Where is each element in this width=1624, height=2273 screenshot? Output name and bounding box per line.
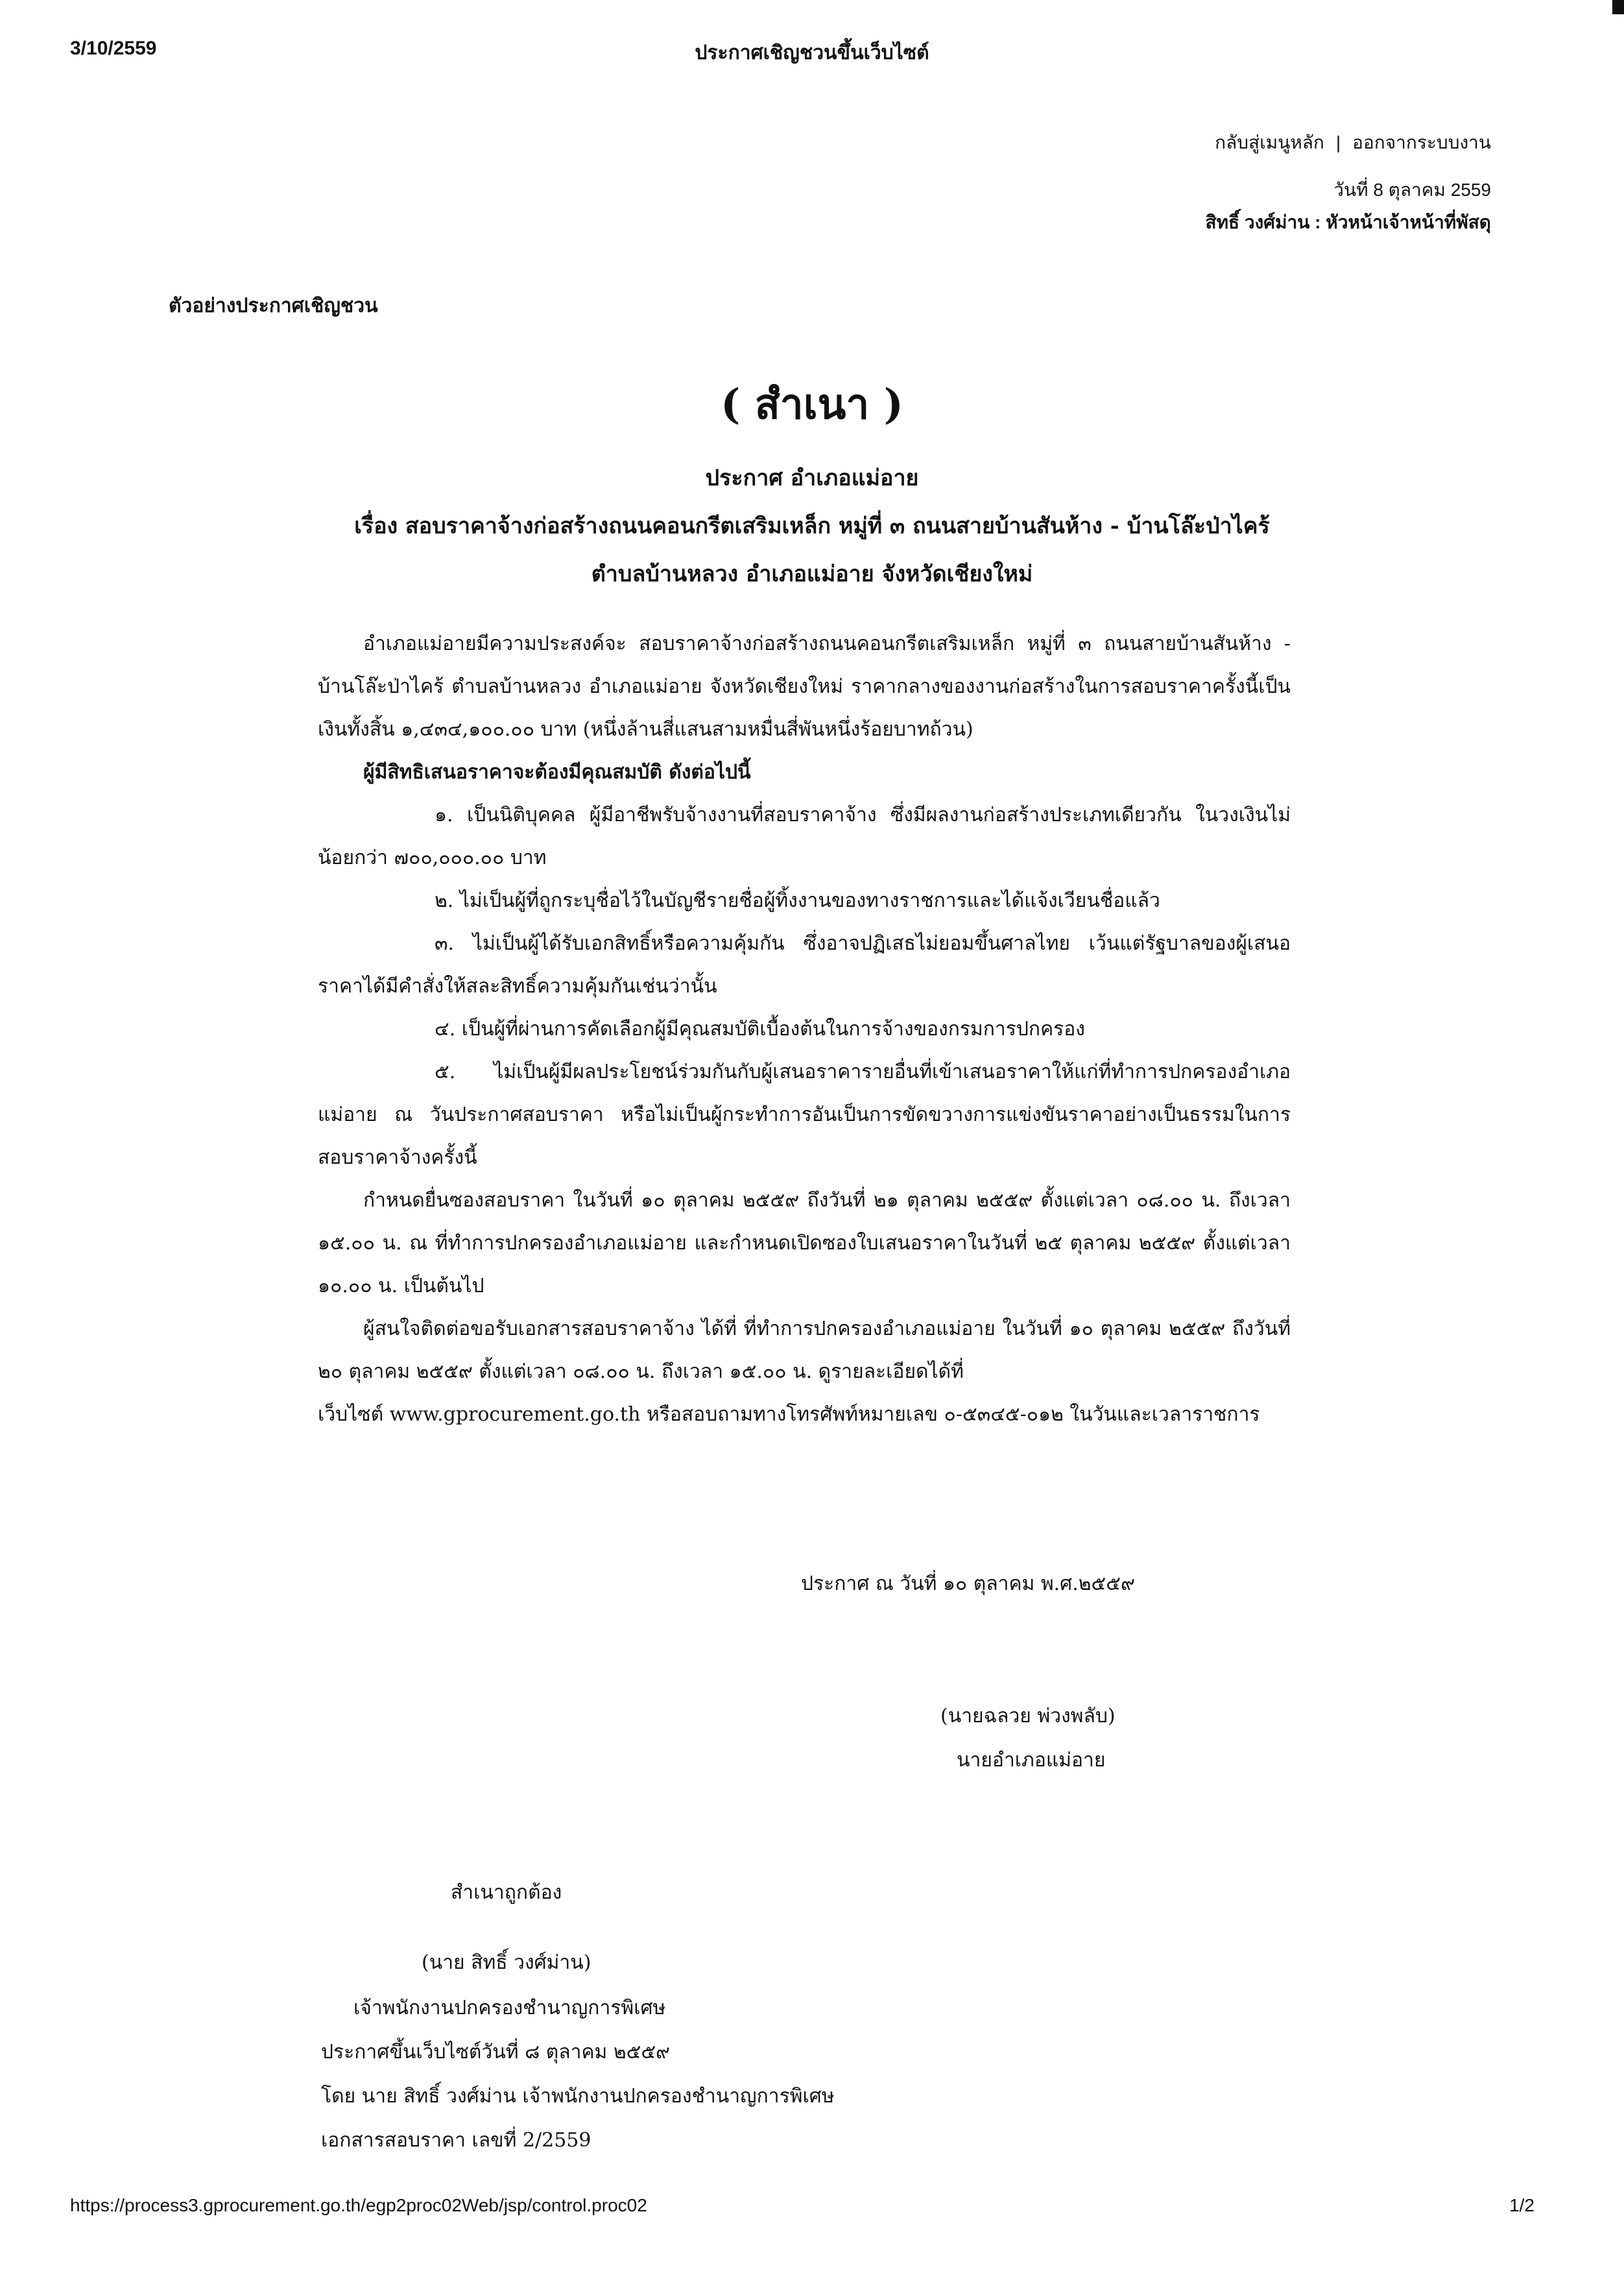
certifier-position: เจ้าพนักงานปกครองชำนาญการพิเศษ bbox=[353, 1997, 666, 2019]
sample-label: ตัวอย่างประกาศเชิญชวน bbox=[169, 295, 378, 317]
title-line-1: ประกาศ อำเภอแม่อาย bbox=[705, 465, 919, 491]
top-nav bbox=[1215, 128, 1491, 157]
posted-by: โดย นาย สิทธิ์ วงศ์ม่าน เจ้าพนักงานปกครองชำนาญการพิเศษ bbox=[321, 2085, 835, 2108]
qualification-1: ๑. เป็นนิติบุคคล ผู้มีอาชีพรับจ้างงานที่สอบราคาจ้าง ซึ่งมีผลงานก่อสร้างประเภทเดียวกัน ในวงเงินไม่น้อยกว่า ๗๐๐,๐๐๐.๐๐ บาท bbox=[318, 804, 1291, 869]
logout-link[interactable]: ออกจากระบบงาน bbox=[1352, 132, 1491, 152]
meta-date: วันที่ 8 ตุลาคม 2559 bbox=[1333, 180, 1491, 200]
intro-paragraph: อำเภอแม่อายมีความประสงค์จะ สอบราคาจ้างก่อสร้างถนนคอนกรีตเสริมเหล็ก หมู่ที่ ๓ ถนนสายบ้านสันห้าง - บ้านโล๊ะป่าไคร้ ตำบลบ้านหลวง อำเภอแม่อาย จังหวัดเชียงใหม่ ราคากลางของงานก่อสร้างในการสอบราคาครั้งนี้เป็นเงินทั้งสิ้น ๑,๔๓๔,๑๐๐.๐๐ บาท (หนึ่งล้านสี่แสนสามหมื่นสี่พันหนึ่งร้อยบาทถ้วน) bbox=[318, 632, 1291, 741]
certified-label: สำเนาถูกต้อง bbox=[451, 1881, 562, 1904]
qualification-heading: ผู้มีสิทธิเสนอราคาจะต้องมีคุณสมบัติ ดังต่อไปนี้ bbox=[363, 761, 751, 784]
title-line-3: ตำบลบ้านหลวง อำเภอแม่อาย จังหวัดเชียงใหม่ bbox=[591, 561, 1033, 587]
footer-url: https://process3.gprocurement.go.th/egp2proc02Web/jsp/control.proc02 bbox=[70, 2195, 647, 2215]
copy-heading: ( สำเนา ) bbox=[721, 380, 903, 429]
title-line-2: เรื่อง สอบราคาจ้างก่อสร้างถนนคอนกรีตเสริมเหล็ก หมู่ที่ ๓ ถนนสายบ้านสันห้าง - บ้านโล๊ะป่าไคร้ bbox=[354, 513, 1270, 539]
posted-date: ประกาศขึ้นเว็บไซต์วันที่ ๘ ตุลาคม ๒๕๕๙ bbox=[321, 2041, 671, 2063]
print-date: 3/10/2559 bbox=[70, 38, 157, 59]
qualification-2: ๒. ไม่เป็นผู้ที่ถูกระบุชื่อไว้ในบัญชีรายชื่อผู้ทิ้งงานของทางราชการและได้แจ้งเวียนชื่อแล้ว bbox=[435, 889, 1160, 912]
qualification-4: ๔. เป็นผู้ที่ผ่านการคัดเลือกผู้มีคุณสมบัติเบื้องต้นในการจ้างของกรมการปกครอง bbox=[435, 1018, 1085, 1040]
signer-name: (นายฉลวย พ่วงพลับ) bbox=[940, 1705, 1116, 1727]
meta-user: สิทธิ์ วงศ์ม่าน : หัวหน้าเจ้าหน้าที่พัสดุ bbox=[1205, 212, 1491, 232]
scan-edge-mark bbox=[1612, 0, 1624, 14]
qualification-3: ๓. ไม่เป็นผู้ได้รับเอกสิทธิ์หรือความคุ้มกัน ซึ่งอาจปฏิเสธไม่ยอมขึ้นศาลไทย เว้นแต่รัฐบาลของผู้เสนอราคาได้มีคำสั่งให้สละสิทธิ์ความคุ้มกันเช่นว่านั้น bbox=[318, 932, 1291, 998]
qualification-5: ๕. ไม่เป็นผู้มีผลประโยชน์ร่วมกันกับผู้เสนอราคารายอื่นที่เข้าเสนอราคาให้แก่ที่ทำการปกครองอำเภอแม่อาย ณ วันประกาศสอบราคา หรือไม่เป็นผู้กระทำการอันเป็นการขัดขวางการแข่งขันราคาอย่างเป็นธรรมในการสอบราคาจ้างครั้งนี้ bbox=[318, 1061, 1291, 1169]
meta-block bbox=[1206, 174, 1492, 239]
certifier-name: (นาย สิทธิ์ วงศ์ม่าน) bbox=[422, 1951, 591, 1974]
footer-page-number: 1/2 bbox=[1509, 2195, 1534, 2215]
website-line: เว็บไซต์ www.gprocurement.go.th หรือสอบถามทางโทรศัพท์หมายเลข ๐-๕๓๔๕-๐๑๒ ในวันและเวลาราชการ bbox=[318, 1403, 1260, 1426]
nav-separator: | bbox=[1335, 132, 1341, 152]
announcement-title bbox=[0, 454, 1624, 598]
contact-paragraph: ผู้สนใจติดต่อขอรับเอกสารสอบราคาจ้าง ได้ที่ ที่ทำการปกครองอำเภอแม่อาย ในวันที่ ๑๐ ตุลาคม ๒๕๕๙ ถึงวันที่ ๒๐ ตุลาคม ๒๕๕๙ ตั้งแต่เวลา ๐๘.๐๐ น. ถึงเวลา ๑๕.๐๐ น. ดูรายละเอียดได้ที่ bbox=[318, 1317, 1291, 1383]
announce-date: ประกาศ ณ วันที่ ๑๐ ตุลาคม พ.ศ.๒๕๕๙ bbox=[801, 1572, 1135, 1595]
announcement-body bbox=[318, 623, 1291, 1436]
back-to-menu-link[interactable]: กลับสู่เมนูหลัก bbox=[1215, 132, 1324, 152]
document-number: เอกสารสอบราคา เลขที่ 2/2559 bbox=[321, 2129, 591, 2152]
schedule-paragraph: กำหนดยื่นซองสอบราคา ในวันที่ ๑๐ ตุลาคม ๒๕๕๙ ถึงวันที่ ๒๑ ตุลาคม ๒๕๕๙ ตั้งแต่เวลา ๐๘.๐๐ น. ถึงเวลา ๑๕.๐๐ น. ณ ที่ทำการปกครองอำเภอแม่อาย และกำหนดเปิดซองใบเสนอราคาในวันที่ ๒๕ ตุลาคม ๒๕๕๙ ตั้งแต่เวลา ๑๐.๐๐ น. เป็นต้นไป bbox=[318, 1189, 1291, 1297]
print-page-title: ประกาศเชิญชวนขึ้นเว็บไซต์ bbox=[695, 42, 929, 64]
signer-position: นายอำเภอแม่อาย bbox=[957, 1749, 1106, 1772]
